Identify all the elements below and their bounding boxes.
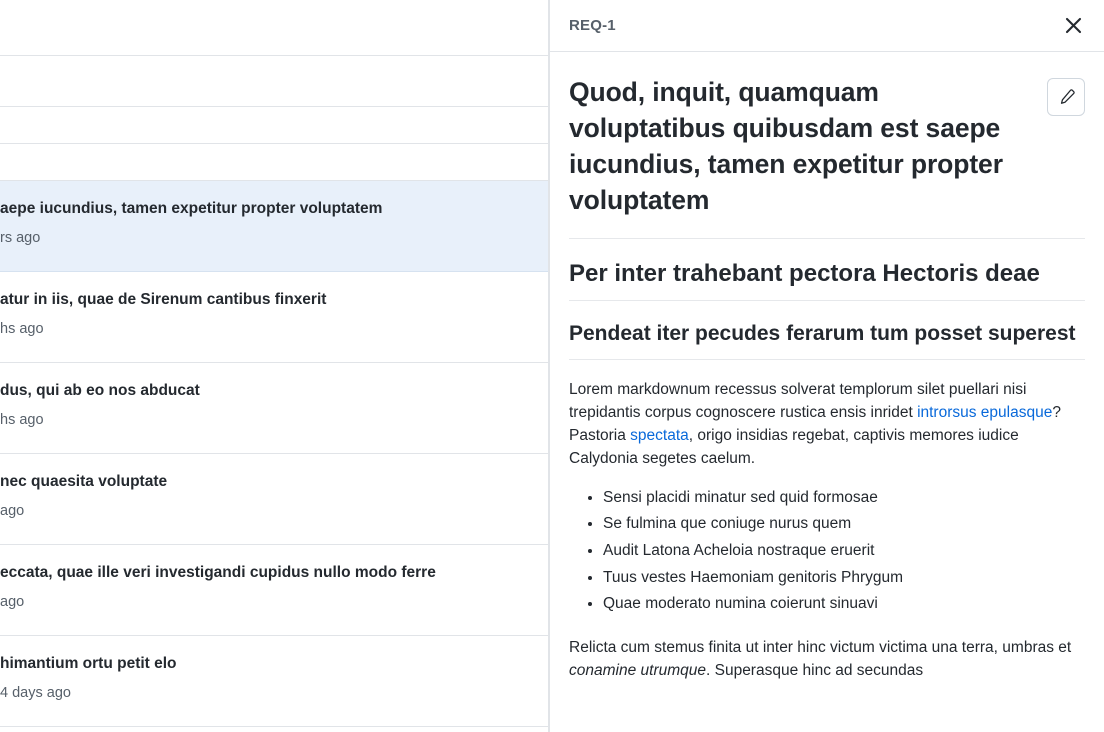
list-item-title: eccata, quae ille veri investigandi cupidus nullo modo ferre <box>0 564 436 581</box>
paragraph-text: ? Pastoria <box>569 403 1061 445</box>
list-item: • Tuus vestes Haemoniam genitoris Phrygum <box>603 565 1085 592</box>
list-item-title: himantium ortu petit elo <box>0 655 177 672</box>
request-list-pane <box>0 0 549 732</box>
detail-header <box>550 0 1104 52</box>
detail-title-row <box>569 52 1085 218</box>
list-item[interactable] <box>0 636 548 727</box>
detail-id-label: REQ-1 <box>569 17 616 34</box>
body-paragraph-2 <box>569 636 1085 683</box>
bullet-list <box>569 485 1085 618</box>
list-item[interactable] <box>0 272 548 363</box>
list-item-timestamp: ago <box>0 594 25 611</box>
list-item[interactable] <box>0 545 548 636</box>
title-divider <box>569 238 1085 239</box>
close-icon[interactable] <box>1061 14 1085 38</box>
list-item: • Sensi placidi minatur sed quid formosae <box>603 485 1085 512</box>
list-row-partial <box>0 107 548 144</box>
list-item: • Se fulmina que coniuge nurus quem <box>603 511 1085 538</box>
list-item-title: aepe iucundius, tamen expetitur propter voluptatem <box>0 200 383 217</box>
list-item[interactable] <box>0 454 548 545</box>
list-item-timestamp: ago <box>0 503 25 520</box>
page-title: Quod, inquit, quamquam voluptatibus quibusdam est saepe iucundius, tamen expetitur propter voluptatem <box>569 77 1003 216</box>
paragraph-text: Lorem markdownum recessus solverat templorum silet puellari nisi trepidantis corpus cognoscere rustica ensis inridet <box>569 380 1027 421</box>
section-heading-3: Pendeat iter pecudes ferarum tum posset superest <box>569 319 1085 359</box>
list-item-title: nec quaesita voluptate <box>0 473 168 490</box>
list-row-partial <box>0 0 548 56</box>
list-item: • Quae moderato numina coierunt sinuavi <box>603 591 1085 618</box>
emphasis-text: conamine utrumque <box>569 662 706 680</box>
list-item: • Audit Latona Acheloia nostraque eruerit <box>603 538 1085 565</box>
inline-link-spectata[interactable]: spectata <box>630 427 689 445</box>
detail-body <box>550 52 1104 732</box>
inline-link-introrsus-epulasque[interactable]: introrsus epulasque <box>917 403 1053 421</box>
list-item-title: atur in iis, quae de Sirenum cantibus finxerit <box>0 291 327 308</box>
list-item[interactable] <box>0 181 548 272</box>
list-row-partial <box>0 56 548 107</box>
list-row-partial <box>0 144 548 181</box>
list-item-title: dus, qui ab eo nos abducat <box>0 382 200 399</box>
list-item-timestamp: hs ago <box>0 412 44 429</box>
list-item[interactable] <box>0 363 548 454</box>
list-item-timestamp: hs ago <box>0 321 44 338</box>
section-heading-2: Per inter trahebant pectora Hectoris deae <box>569 257 1085 301</box>
paragraph-text: . Superasque hinc ad secundas <box>706 662 924 680</box>
detail-panel <box>549 0 1104 732</box>
pencil-icon[interactable] <box>1047 78 1085 116</box>
list-item-timestamp: rs ago <box>0 230 41 247</box>
list-item-timestamp: 4 days ago <box>0 685 71 702</box>
body-paragraph-1 <box>569 378 1085 471</box>
paragraph-text: Relicta cum stemus finita ut inter hinc victum victima una terra, umbras et <box>569 638 1072 656</box>
paragraph-text: , origo insidias regebat, captivis memores iudice Calydonia segetes caelum. <box>569 427 1019 468</box>
